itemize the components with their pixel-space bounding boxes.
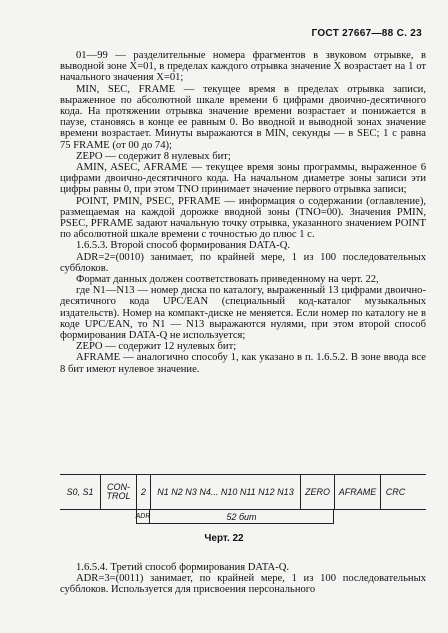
cell-catalog-number: N1 N2 N3 N4... N10 N11 N12 N13 <box>150 475 300 509</box>
cell-aframe: AFRAME <box>334 475 380 509</box>
paragraph: ADR=3=(0011) занимает, по крайней мере, 1 из 100 последовательных субблоков. Используется для присвоения персонального <box>60 573 426 596</box>
body-text <box>60 50 426 375</box>
page-header: ГОСТ 27667—88 С. 23 <box>311 28 422 39</box>
control-label-1: CON- <box>107 482 130 492</box>
cell-adr-value: 2 <box>136 475 150 509</box>
bits-label: 52 бит <box>150 510 334 524</box>
adr-row <box>60 510 426 524</box>
paragraph: ZEPO — содержит 8 нулевых бит; <box>76 150 231 162</box>
paragraph: где N1—N13 — номер диска по каталогу, выраженный 13 цифрами двоично-десятичного кода UPC/EAN (специальный код-каталог музыкальных издательств). Номер на компакт-диске не меняется. Если номер по каталогу не в коде UPC/EAN, то N1 — N13 выражаются нулями, при этом второй способ формирования DATA-Q не используется; <box>60 285 426 342</box>
data-format-figure <box>60 474 426 524</box>
figure-caption: Черт. 22 <box>204 533 244 544</box>
paragraph: 1.6.5.4. Третий способ формирования DATA-Q. <box>76 562 289 573</box>
paragraph: Формат данных должен соответствовать приведенному на черт. 22, <box>76 274 379 286</box>
paragraph: AMIN, ASEC, AFRAME — текущее время зоны программы, выраженное 6 цифрами двоично-десятичного кода. На начальном диаметре зоны записи эти цифры равны 0, при этом TNO принимает значение первого отрывка записи; <box>60 162 426 196</box>
paragraph: ZEPO — содержит 12 нулевых бит; <box>76 341 237 353</box>
cell-zero: ZERO <box>300 475 334 509</box>
cell-control <box>100 475 136 509</box>
spacer <box>60 510 136 524</box>
control-label-2: TROL <box>106 491 131 501</box>
adr-label: ADR <box>136 510 150 524</box>
paragraph: MIN, SEC, FRAME — текущее время в пределах отрывка записи, выраженное по абсолютной шкале времени 6 цифрами двоично-десятичного кода. На протяжении отрывка значение времени возрастает и понижается в паузе, становясь в конце ее равным 0. Во вводной и выводной зонах значение времени возрастает. Минуты выражаются в MIN, секунды — в SEC; 1 с равна 75 FRAME (от 00 до 74); <box>60 83 426 151</box>
paragraph: AFRAME — аналогично способу 1, как указано в п. 1.6.5.2. В зоне ввода все 8 бит имеют нулевое значение. <box>60 352 426 375</box>
paragraph: POINT, PMIN, PSEC, PFRAME — информация о содержании (оглавление), размещаемая на каждой дорожке вводной зоны (TNO=00). Значения PMIN, PSEC, PFRAME задают начальную точку отрывка, указанного значением POINT по абсолютной шкале времени с точностью до плюс 1 с. <box>60 195 426 241</box>
body-text-2 <box>60 562 426 596</box>
paragraph: ADR=2=(0010) занимает, по крайней мере, 1 из 100 последовательных субблоков. <box>60 251 426 274</box>
cell-sync: S0, S1 <box>66 487 94 497</box>
format-row <box>60 474 426 510</box>
paragraph: 01—99 — разделительные номера фрагментов в звуковом отрывке, в выводной зоне X=01, в пределах каждого отрывка значение X возрастает на 1 от начального значения X=01; <box>60 50 426 84</box>
paragraph: 1.6.5.3. Второй способ формирования DATA-Q. <box>76 240 291 252</box>
cell-crc: CRC <box>380 475 410 509</box>
